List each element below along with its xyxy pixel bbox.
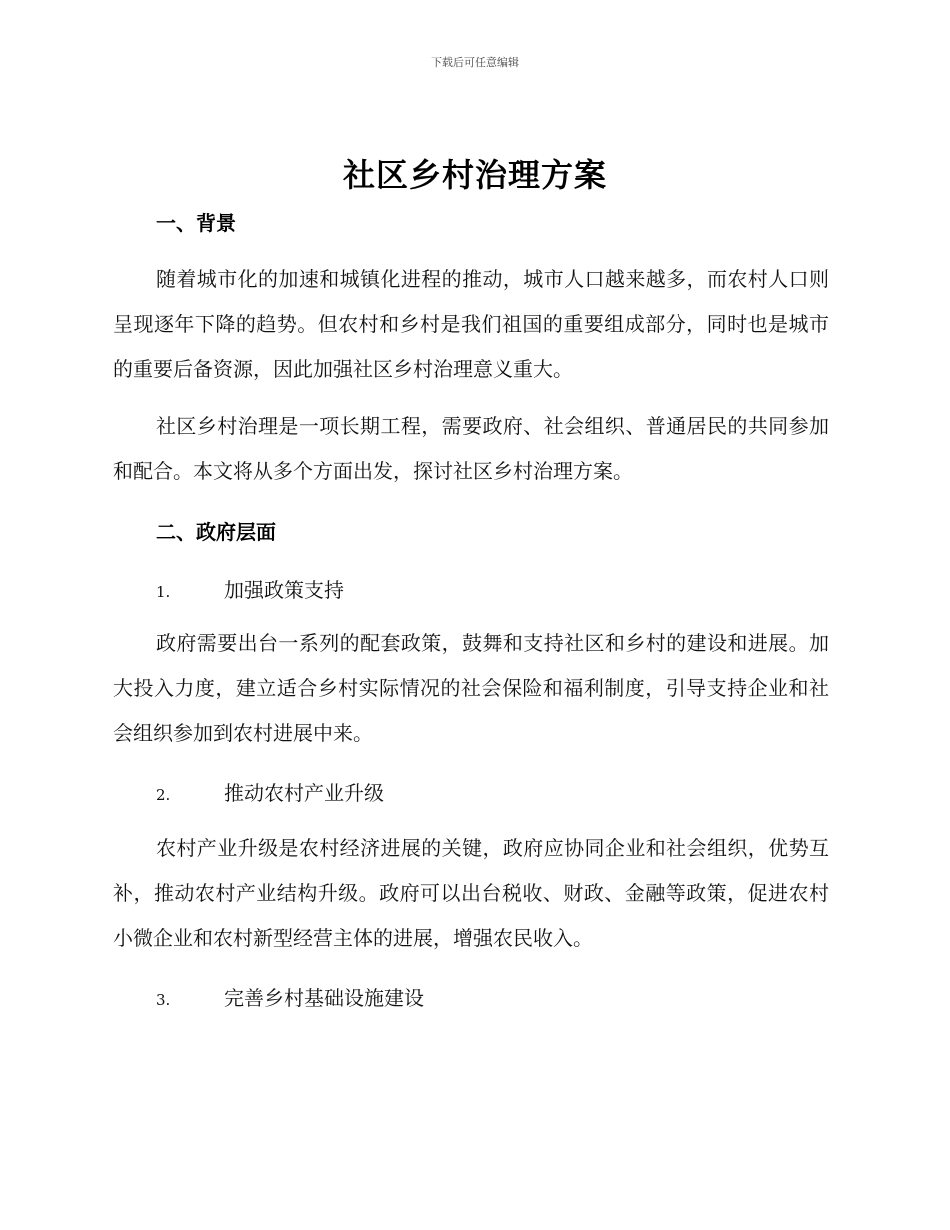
document-title: 社区乡村治理方案 xyxy=(342,156,607,194)
background-paragraph-2: 社区乡村治理是一项长期工程，需要政府、社会组织、普通居民的共同参加和配合。本文将从多个方面出发，探讨社区乡村治理方案。 xyxy=(113,414,829,483)
list-item-label: 推动农村产业升级 xyxy=(224,781,384,805)
list-item-label: 完善乡村基础设施建设 xyxy=(224,986,424,1010)
list-item-label: 加强政策支持 xyxy=(224,578,344,602)
list-item-infrastructure xyxy=(156,982,424,1011)
list-item-industry-upgrade xyxy=(156,777,384,806)
page-header-note: 下载后可任意编辑 xyxy=(431,56,519,69)
policy-support-paragraph: 政府需要出台一系列的配套政策，鼓舞和支持社区和乡村的建设和进展。加大投入力度，建立适合乡村实际情况的社会保险和福利制度，引导支持企业和社会组织参加到农村进展中来。 xyxy=(113,631,829,745)
list-item-policy-support xyxy=(156,574,344,603)
section-heading-background: 一、背景 xyxy=(156,211,236,235)
list-item-number: 3. xyxy=(156,991,171,1009)
industry-upgrade-paragraph: 农村产业升级是农村经济进展的关键，政府应协同企业和社会组织，优势互补，推动农村产业结构升级。政府可以出台税收、财政、金融等政策，促进农村小微企业和农村新型经营主体的进展，增强农民收入。 xyxy=(113,836,829,950)
list-item-number: 1. xyxy=(156,583,171,601)
list-item-number: 2. xyxy=(156,786,171,804)
section-heading-government: 二、政府层面 xyxy=(156,520,276,544)
background-paragraph-1: 随着城市化的加速和城镇化进程的推动，城市人口越来越多，而农村人口则呈现逐年下降的趋势。但农村和乡村是我们祖国的重要组成部分，同时也是城市的重要后备资源，因此加强社区乡村治理意义重大。 xyxy=(113,267,829,381)
